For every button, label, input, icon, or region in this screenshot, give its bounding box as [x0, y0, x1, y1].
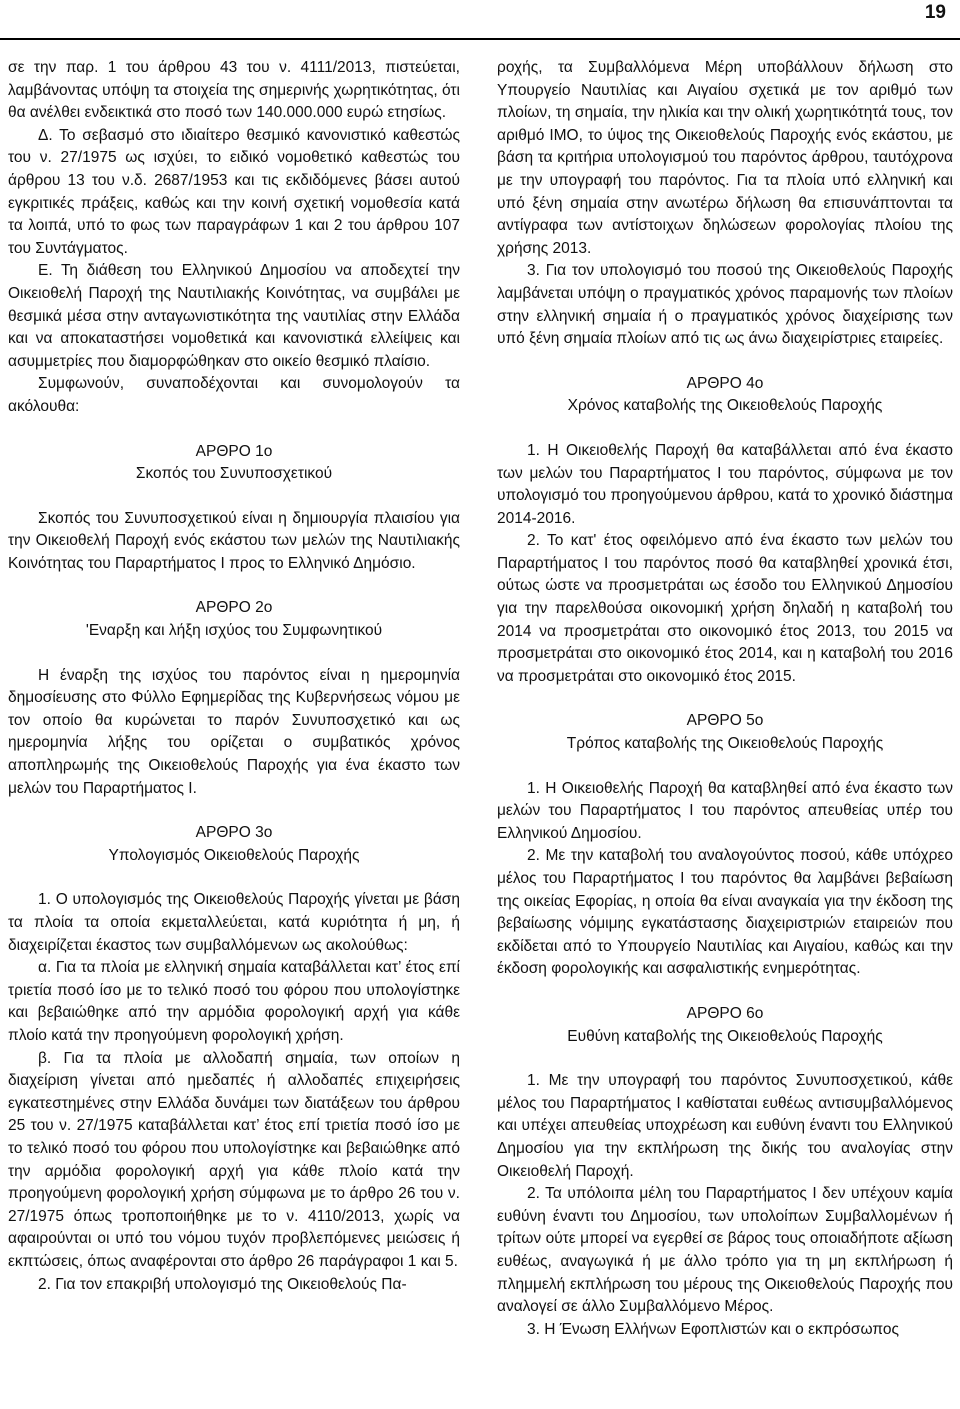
paragraph: β. Για τα πλοία με αλλοδαπή σημαία, των οποίων η διαχείριση γίνεται από ημεδαπές ή αλλοδαπές επιχειρήσεις εγκατεστημένες στην Ελλάδα δυνάμει των διατάξεων του άρθρου 25 του ν. 27/1975 καταβάλλεται κατ’ έτος επί τριετία ποσό ίσο με το τελικό ποσό του φόρου που υπολογίστηκε και βεβαιώθηκε από την αρμόδια φορολογική αρχή για κάθε πλοίο κατά την προηγούμενη φορολογική χρήση σύμφωνα με το άρθρο 26 του ν. 27/1975 όπως τροποποιήθηκε με το ν. 4110/2013, χωρίς να αφαιρούνται οι υπό του νόμου τυχόν προβλεπόμενες μειώσεις ή εκπτώσεις, όπως αναφέρονται στο άρθρο 26 παράγραφοι 1 και 5. — [8, 1049, 460, 1270]
paragraph: 1. Ο υπολογισμός της Οικειοθελούς Παροχής γίνεται με βάση τα πλοία τα οποία εκμεταλλεύεται, κατά κυριότητα ή μη, ή διαχειρίζεται έκαστος των συμβαλλόμενων ως ακολούθως: — [8, 891, 460, 954]
article-heading: ΑΡΘΡΟ 6ο — [686, 1004, 764, 1022]
paragraph: σε την παρ. 1 του άρθρου 43 του ν. 4111/2013, πιστεύεται, λαμβάνοντας υπόψη τα στοιχεία της σημερινής χωρητικότητας, ότι θα ανέλθει ενδεικτικά στο ποσό των 140.000.000 ευρώ ετησίως. — [8, 59, 460, 122]
article-heading: ΑΡΘΡΟ 2ο — [195, 599, 273, 617]
article-title: Τρόπος καταβολής της Οικειοθελούς Παροχής — [566, 735, 884, 753]
page-number: 19 — [924, 2, 946, 23]
article-heading: ΑΡΘΡΟ 3ο — [195, 824, 273, 842]
article-heading: ΑΡΘΡΟ 5ο — [686, 712, 764, 730]
paragraph: 3. Για τον υπολογισμό του ποσού της Οικειοθελούς Παροχής λαμβάνεται υπόψη ο πραγματικός χρόνος παραμονής των πλοίων στην ελληνική σημαία ή ο πραγματικός χρόνος διαχείρισης των υπό ξένη σημαία πλοίων από τις ως άνω διαχειρίστριες εταιρείες. — [497, 262, 953, 348]
paragraph: ροχής, τα Συμβαλλόμενα Μέρη υποβάλλουν δήλωση στο Υπουργείο Ναυτιλίας και Αιγαίου σχετικά με τον αριθμό των πλοίων, τη σημαία, την ηλικία και την ολική χωρητικότητά τους, τον αριθμό ΙΜΟ, το ύψος της Οικειοθελούς Παροχής ενός εκάστου, με βάση τα κριτήρια υπολογισμού του παρόντος άρθρου, ταυτόχρονα με την υπογραφή του παρόντος. Για τα πλοία υπό ελληνική και υπό ξένη σημαία στην ανωτέρω δήλωση θα επισυνάπτονται τα αντίγραφα των αντίστοιχων δηλώσεων φορολογίας πλοίου της χρήσης 2013. — [497, 59, 953, 257]
article-heading: ΑΡΘΡΟ 4ο — [686, 374, 764, 392]
paragraph: Συμφωνούν, συναποδέχονται και συνομολογούν τα ακόλουθα: — [8, 375, 460, 415]
paragraph: 2. Για τον επακριβή υπολογισμό της Οικειοθελούς Πα- — [38, 1275, 407, 1293]
article-title: Σκοπός του Συνυποσχετικού — [135, 465, 333, 483]
article-heading: ΑΡΘΡΟ 1ο — [195, 442, 273, 460]
paragraph: Σκοπός του Συνυποσχετικού είναι η δημιουργία πλαισίου για την Οικειοθελή Παροχή ενός εκάστου των μελών της Ναυτιλιακής Κοινότητας του Παραρτήματος Ι προς το Ελληνικό Δημόσιο. — [8, 509, 460, 572]
article-title: 'Εναρξη και λήξη ισχύος του Συμφωνητικού — [85, 622, 383, 640]
right-column — [497, 57, 953, 1341]
paragraph: 1. Η Οικειοθελής Παροχή θα καταβάλλεται από ένα έκαστο των μελών του Παραρτήματος Ι του παρόντος, σύμφωνα με τον υπολογισμό του προηγούμενου άρθρου, κατά το χρονικό διάστημα 2014-2016. — [497, 441, 953, 527]
paragraph: 1. Η Οικειοθελής Παροχή θα καταβληθεί από ένα έκαστο των μελών του Παραρτήματος Ι του παρόντος απευθείας υπέρ του Ελληνικού Δημοσίου. — [497, 779, 953, 842]
article-title: Χρόνος καταβολής της Οικειοθελούς Παροχής — [567, 397, 883, 415]
paragraph: 2. Με την καταβολή του αναλογούντος ποσού, κάθε υπόχρεο μέλος του Παραρτήματος Ι του παρόντος θα λαμβάνει βεβαίωση της οικείας Εφορίας, η οποία θα είναι αναγκαία για την έκδοση της βεβαίωσης νόμιμης εγκατάστασης διαχειριστριών εταιρειών που εκδίδεται από το Υπουργείο Ναυτιλίας και Αιγαίου, καθώς και την έκδοση φορολογικής και ασφαλιστικής ενημερότητας. — [497, 847, 953, 978]
paragraph: 1. Με την υπογραφή του παρόντος Συνυποσχετικού, κάθε μέλος του Παραρτήματος Ι καθίσταται ευθέως αντισυμβαλλόμενος και υπέχει απευθείας υποχρέωση και ευθύνη έναντι του Ελληνικού Δημοσίου για την εκπλήρωση της δικής του αναλογίας στην Οικειοθελή Παροχή. — [497, 1072, 953, 1180]
paragraph: 3. Η Ένωση Ελλήνων Εφοπλιστών και ο εκπρόσωπος — [527, 1320, 899, 1338]
paragraph: α. Για τα πλοία με ελληνική σημαία καταβάλλεται κατ’ έτος επί τριετία ποσό ίσο με το τελικό ποσό του φόρου που υπολογίστηκε και βεβαιώθηκε από την αρμόδια φορολογική αρχή για κάθε πλοίο κατά την προηγούμενη φορολογική χρήση. — [8, 959, 460, 1044]
paragraph: Η έναρξη της ισχύος του παρόντος είναι η ημερομηνία δημοσίευσης στο Φύλλο Εφημερίδας της Κυβερνήσεως νόμου με τον οποίο θα κυρώνεται το παρόν Συνυποσχετικό και ως ημερομηνία λήξης του ορίζεται ο συμβατικός χρόνος αποπληρωμής της Οικειοθελούς Παροχής για ένα έκαστο των μελών του Παραρτήματος Ι. — [8, 666, 460, 797]
article-title: Υπολογισμός Οικειοθελούς Παροχής — [108, 846, 360, 864]
paragraph: Ε. Τη διάθεση του Ελληνικού Δημοσίου να αποδεχτεί την Οικειοθελή Παροχή της Ναυτιλιακής Κοινότητας, να συμβάλει με θεσμικά μέσα στην ανταγωνιστικότητα της ναυτιλίας στην Ελλάδα και να αποκαταστήσει νομοθετικά και κανονιστικά ελλείψεις και ασυμμετρίες που διαμορφώθηκαν στο οικείο θεσμικό πλαίσιο. — [8, 262, 460, 370]
page-header — [0, 0, 960, 40]
article-title: Ευθύνη καταβολής της Οικειοθελούς Παροχής — [567, 1027, 883, 1045]
left-column — [8, 57, 460, 1296]
paragraph: Δ. Το σεβασμό στο ιδιαίτερο θεσμικό κανονιστικό καθεστώς του ν. 27/1975 ως ισχύει, το ειδικό νομοθετικό καθεστώς του άρθρου 13 του ν.δ. 2687/1953 και τις εκδιδόμενες βάσει αυτού εγκριτικές πράξεις, καθώς και την κοινή σχετική νομοθεσία κατά τα λοιπά, υπό το φως των παραγράφων 1 και 2 του άρθρου 107 του Συντάγματος. — [8, 126, 460, 257]
paragraph: 2. Τα υπόλοιπα μέλη του Παραρτήματος Ι δεν υπέχουν καμία ευθύνη έναντι του Δημοσίου, των υπολοίπων Συμβαλλομένων ή τρίτων ούτε μπορεί να εγερθεί σε βάρος τους οποιαδήποτε αξίωση ευθέως, αναγωγικά ή με άλλο τρόπο για τη μη εκπλήρωση ή πλημμελή εκπλήρωση του μέρους της Οικειοθελούς Παροχής που αναλογεί σε άλλο Συμβαλλόμενο Μέρος. — [497, 1185, 953, 1316]
paragraph: 2. Το κατ' έτος οφειλόμενο από ένα έκαστο των μελών του Παραρτήματος Ι του παρόντος ποσό θα καταβληθεί χρονικά έτσι, ούτως ώστε να προσμετράται ως έσοδο του Ελληνικού Δημοσίου για την παρελθούσα οικονομική χρήση δηλαδή η καταβολή του 2014 να προσμετράται στο οικονομικό έτος 2013, του 2015 να προσμετράται στο οικονομικό έτος 2014, και η καταβολή του 2016 να προσμετράται στο οικονομικό έτος 2015. — [497, 532, 953, 685]
